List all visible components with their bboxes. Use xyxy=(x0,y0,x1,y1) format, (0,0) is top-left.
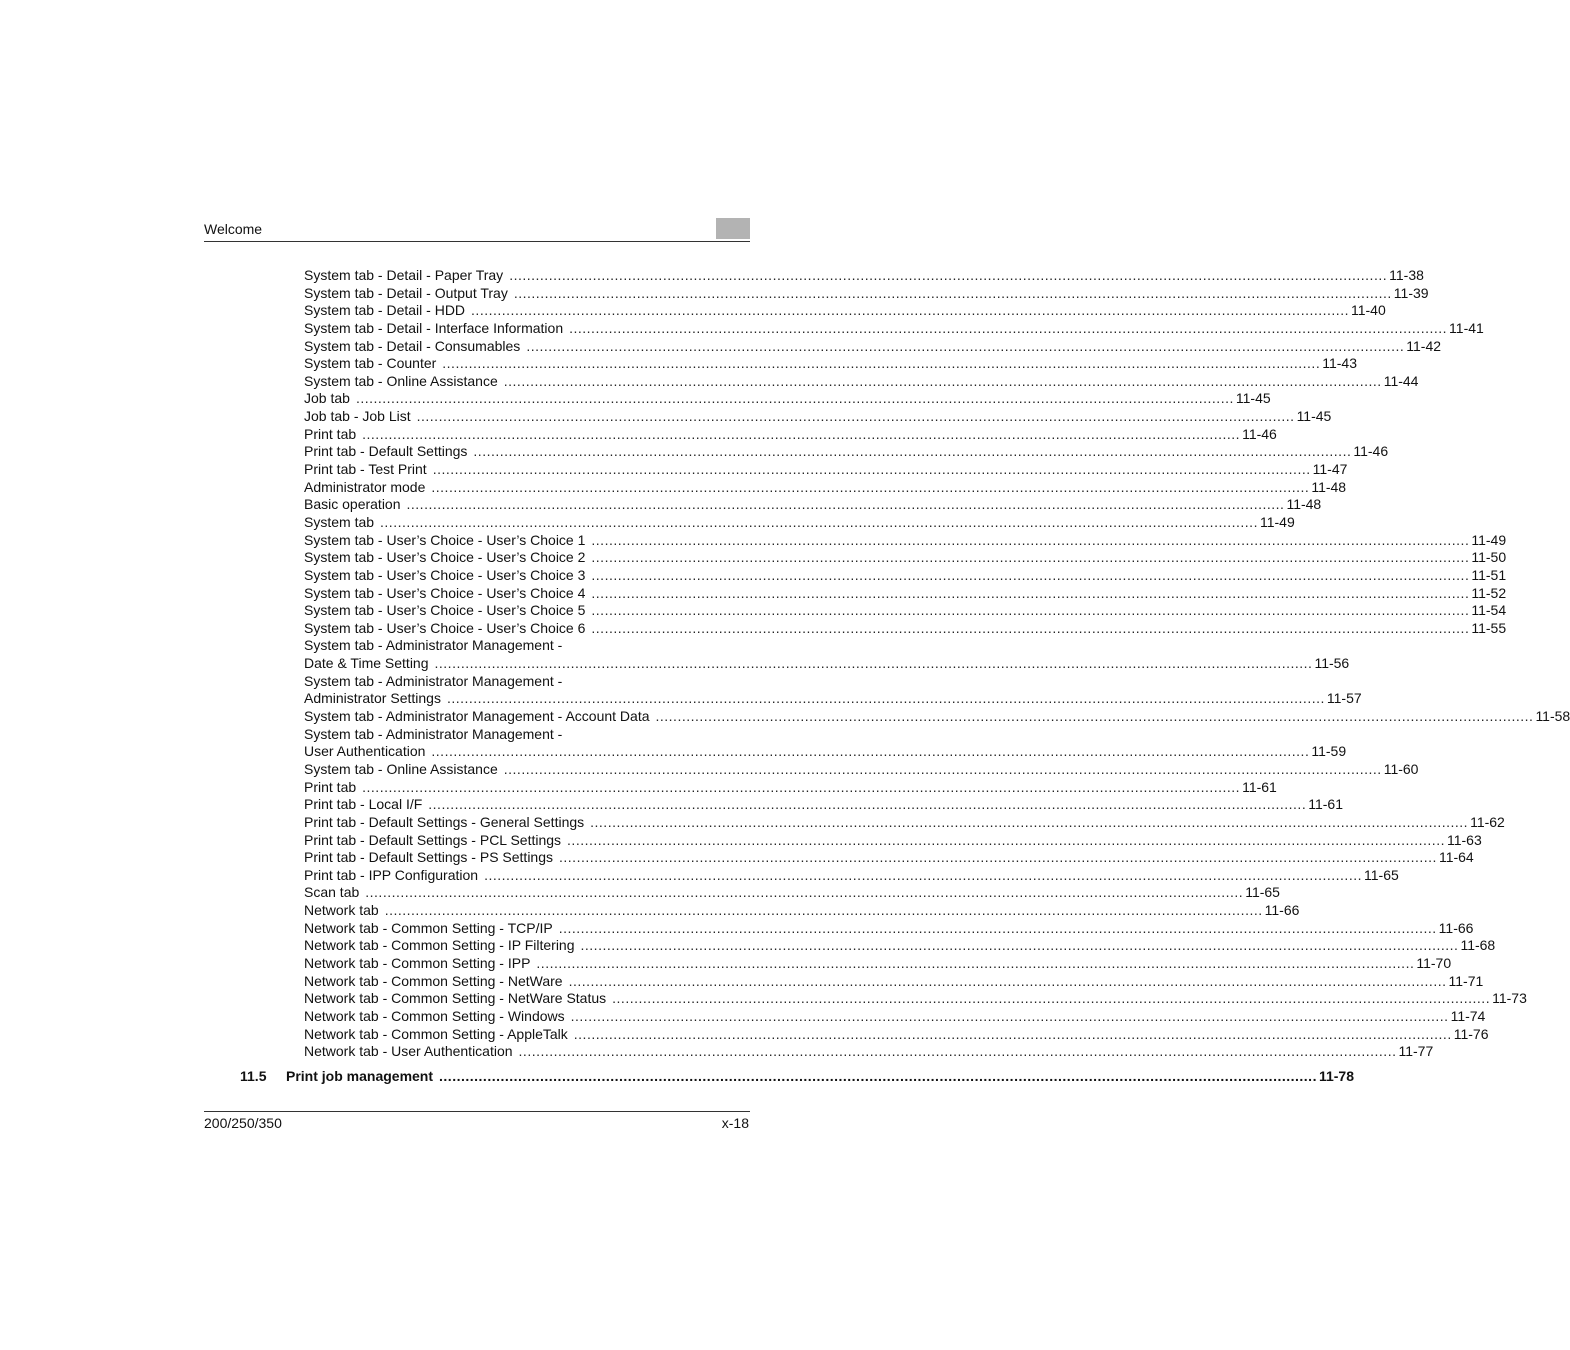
toc-entry-page-number: 11-49 xyxy=(1471,531,1507,548)
toc-entry[interactable] xyxy=(304,972,1484,990)
toc-entry[interactable] xyxy=(304,1042,1434,1060)
toc-entry-page-number: 11-45 xyxy=(1235,390,1271,407)
toc-entry-label: System tab - Administrator Management - xyxy=(304,672,563,689)
toc-entry-page-number: 11-57 xyxy=(1326,690,1362,707)
toc-entry-label: System tab - Online Assistance xyxy=(304,372,498,389)
dot-leader: ........................................................................................................................................................................................................ xyxy=(428,796,1307,813)
toc-entry-page-number: 11-43 xyxy=(1322,355,1357,372)
toc-entry-label: Network tab - Common Setting - NetWare xyxy=(304,972,563,989)
toc-entry[interactable] xyxy=(304,760,1419,778)
toc-entry[interactable] xyxy=(304,372,1419,390)
toc-entry-label: System tab - Detail - HDD xyxy=(304,302,466,319)
footer-divider xyxy=(204,1111,750,1112)
toc-entry[interactable] xyxy=(304,866,1399,884)
toc-entry[interactable] xyxy=(304,919,1474,937)
toc-entry-label: User Authentication xyxy=(304,743,426,760)
toc-entry[interactable] xyxy=(304,425,1277,443)
toc-entry[interactable] xyxy=(304,354,1357,372)
toc-entry[interactable] xyxy=(304,337,1442,355)
dot-leader: ........................................................................................................................................................................................................ xyxy=(431,478,1310,495)
toc-entry-page-number: 11-66 xyxy=(1438,919,1474,936)
dot-leader: ........................................................................................................................................................................................................ xyxy=(473,443,1352,460)
dot-leader: ........................................................................................................................................................................................................ xyxy=(431,743,1310,760)
dot-leader: ........................................................................................................................................................................................................ xyxy=(362,425,1241,442)
dot-leader: ........................................................................................................................................................................................................ xyxy=(559,849,1437,866)
toc-entry[interactable] xyxy=(304,742,1347,760)
toc-entry-page-number: 11-52 xyxy=(1471,584,1507,601)
dot-leader: ........................................................................................................................................................................................................ xyxy=(612,990,1491,1007)
table-of-contents xyxy=(304,266,1570,1060)
dot-leader: ........................................................................................................................................................................................................ xyxy=(518,1043,1397,1060)
toc-entry[interactable] xyxy=(304,442,1389,460)
dot-leader: ........................................................................................................................................................................................................ xyxy=(591,531,1470,548)
toc-entry-page-number: 11-61 xyxy=(1308,796,1343,813)
toc-entry-page-number: 11-73 xyxy=(1492,990,1527,1007)
toc-entry-label: Basic operation xyxy=(304,496,401,513)
dot-leader: ........................................................................................................................................................................................................ xyxy=(570,1007,1449,1024)
toc-entry-label: System tab - Administrator Management - xyxy=(304,637,563,654)
toc-entry-page-number: 11-50 xyxy=(1471,549,1507,566)
dot-leader: ........................................................................................................................................................................................................ xyxy=(503,760,1382,777)
dot-leader: ........................................................................................................................................................................................................ xyxy=(406,496,1285,513)
toc-entry-label: System tab - Counter xyxy=(304,355,437,372)
toc-entry[interactable] xyxy=(304,954,1452,972)
toc-entry[interactable] xyxy=(304,778,1277,796)
toc-entry-label: Print tab - Default Settings - PCL Settings xyxy=(304,831,562,848)
dot-leader: ........................................................................................................................................................................................................ xyxy=(573,1025,1452,1042)
toc-entry-label: Print tab xyxy=(304,778,357,795)
dot-leader: ........................................................................................................................................................................................................ xyxy=(380,513,1258,530)
toc-entry[interactable] xyxy=(304,407,1332,425)
toc-entry[interactable] xyxy=(304,813,1505,831)
toc-entry-label: Administrator Settings xyxy=(304,690,441,707)
section-label: Print job management xyxy=(286,1068,434,1084)
toc-entry-page-number: 11-77 xyxy=(1398,1043,1434,1060)
toc-entry[interactable] xyxy=(304,601,1507,619)
toc-entry-label: System tab - User’s Choice - User’s Choice 4 xyxy=(304,584,586,601)
toc-entry[interactable] xyxy=(304,989,1527,1007)
toc-entry-label: System tab - User’s Choice - User’s Choice 5 xyxy=(304,602,586,619)
toc-entry[interactable] xyxy=(304,531,1507,549)
toc-entry-page-number: 11-46 xyxy=(1353,443,1389,460)
toc-entry-label: Print tab - Test Print xyxy=(304,461,427,478)
toc-entry-label: Print tab - Default Settings xyxy=(304,443,468,460)
dot-leader: ........................................................................................................................................................................................................ xyxy=(446,690,1325,707)
toc-entry[interactable] xyxy=(304,548,1507,566)
toc-entry-page-number: 11-45 xyxy=(1296,408,1332,425)
toc-entry[interactable] xyxy=(304,936,1496,954)
toc-entry-label: System tab xyxy=(304,513,375,530)
toc-entry[interactable] xyxy=(304,619,1507,637)
toc-entry-label: Scan tab xyxy=(304,884,360,901)
toc-entry-page-number: 11-48 xyxy=(1286,496,1322,513)
dot-leader: ........................................................................................................................................................................................................ xyxy=(568,972,1447,989)
toc-entry-page-number: 11-40 xyxy=(1350,302,1386,319)
toc-entry-page-number: 11-47 xyxy=(1312,461,1348,478)
dot-leader: ........................................................................................................................................................................................................ xyxy=(471,302,1349,319)
dot-leader: ........................................................................................................................................................................................................ xyxy=(591,602,1470,619)
toc-entry-label: Administrator mode xyxy=(304,478,426,495)
dot-leader: ........................................................................................................................................................................................................ xyxy=(509,267,1388,283)
dot-leader: ........................................................................................................................................................................................................ xyxy=(580,937,1459,954)
toc-entry[interactable] xyxy=(304,636,749,654)
toc-entry-label: System tab - Detail - Interface Information xyxy=(304,319,564,336)
toc-entry[interactable] xyxy=(304,478,1347,496)
toc-entry-label: Print tab - Default Settings - General Settings xyxy=(304,813,585,830)
dot-leader: ........................................................................................................................................................................................................ xyxy=(590,813,1469,830)
dot-leader: ........................................................................................................................................................................................................ xyxy=(439,1068,1317,1084)
dot-leader: ........................................................................................................................................................................................................ xyxy=(365,884,1244,901)
toc-entry[interactable] xyxy=(304,495,1322,513)
toc-entry-label: System tab - Administrator Management - Account Data xyxy=(304,708,650,725)
toc-entry[interactable] xyxy=(304,654,1350,672)
toc-entry[interactable] xyxy=(304,848,1474,866)
footer-page-number: x-18 xyxy=(721,1115,749,1131)
toc-entry[interactable] xyxy=(304,883,1280,901)
dot-leader: ........................................................................................................................................................................................................ xyxy=(442,355,1321,372)
toc-entry-label: Network tab - Common Setting - Windows xyxy=(304,1007,565,1024)
dot-leader: ........................................................................................................................................................................................................ xyxy=(536,954,1415,971)
running-header-title: Welcome xyxy=(204,221,263,237)
toc-entry[interactable] xyxy=(304,301,1386,319)
dot-leader: ........................................................................................................................................................................................................ xyxy=(655,708,1534,725)
toc-entry[interactable] xyxy=(304,1025,1489,1043)
toc-entry-label: Job tab - Job List xyxy=(304,408,411,425)
toc-entry-label: Print tab - IPP Configuration xyxy=(304,866,479,883)
toc-entry-page-number: 11-64 xyxy=(1438,849,1474,866)
toc-entry-label: System tab - Online Assistance xyxy=(304,760,498,777)
toc-entry-label: Network tab - Common Setting - AppleTalk xyxy=(304,1025,568,1042)
toc-entry[interactable] xyxy=(304,319,1484,337)
toc-entry-page-number: 11-60 xyxy=(1383,760,1419,777)
toc-entry[interactable] xyxy=(304,389,1271,407)
section-page-number: 11-78 xyxy=(1318,1068,1355,1084)
dot-leader: ........................................................................................................................................................................................................ xyxy=(503,372,1382,389)
dot-leader: ........................................................................................................................................................................................................ xyxy=(526,337,1405,354)
dot-leader: ........................................................................................................................................................................................................ xyxy=(591,566,1470,583)
toc-entry[interactable] xyxy=(304,460,1348,478)
toc-section-entry[interactable] xyxy=(240,1067,1355,1085)
toc-entry-page-number: 11-68 xyxy=(1460,937,1496,954)
toc-entry-page-number: 11-42 xyxy=(1406,337,1442,354)
toc-entry-label: Job tab xyxy=(304,390,350,407)
toc-entry-page-number: 11-38 xyxy=(1389,267,1424,283)
dot-leader: ........................................................................................................................................................................................................ xyxy=(362,778,1241,795)
toc-entry-page-number: 11-65 xyxy=(1364,866,1399,883)
toc-entry-label: Print tab - Local I/F xyxy=(304,796,423,813)
toc-entry-page-number: 11-61 xyxy=(1242,778,1277,795)
dot-leader: ........................................................................................................................................................................................................ xyxy=(591,584,1470,601)
toc-entry-page-number: 11-56 xyxy=(1314,655,1350,672)
toc-entry-page-number: 11-70 xyxy=(1416,954,1452,971)
toc-entry-label: Print tab xyxy=(304,425,357,442)
dot-leader: ........................................................................................................................................................................................................ xyxy=(484,866,1362,883)
toc-entry[interactable] xyxy=(304,725,749,743)
toc-entry[interactable] xyxy=(304,566,1507,584)
toc-entry-page-number: 11-58 xyxy=(1535,708,1570,725)
toc-entry[interactable] xyxy=(304,831,1482,849)
toc-entry[interactable] xyxy=(304,672,749,690)
dot-leader: ........................................................................................................................................................................................................ xyxy=(569,319,1448,336)
toc-entry-label: System tab - Detail - Paper Tray xyxy=(304,267,504,283)
toc-entry-page-number: 11-51 xyxy=(1471,566,1507,583)
toc-entry[interactable] xyxy=(304,795,1343,813)
toc-entry-label: System tab - Detail - Output Tray xyxy=(304,284,508,301)
dot-leader: ........................................................................................................................................................................................................ xyxy=(384,902,1263,919)
toc-entry-label: System tab - User’s Choice - User’s Choice 6 xyxy=(304,619,586,636)
dot-leader: ........................................................................................................................................................................................................ xyxy=(591,549,1470,566)
toc-entry-label: System tab - Administrator Management - xyxy=(304,725,563,742)
toc-entry-label: Network tab xyxy=(304,902,379,919)
toc-entry-label: Print tab - Default Settings - PS Settings xyxy=(304,849,554,866)
toc-entry[interactable] xyxy=(304,707,1570,725)
toc-entry-page-number: 11-44 xyxy=(1383,372,1419,389)
dot-leader: ........................................................................................................................................................................................................ xyxy=(513,284,1392,301)
header-tab-marker xyxy=(716,218,750,239)
dot-leader: ........................................................................................................................................................................................................ xyxy=(558,919,1437,936)
toc-entry-page-number: 11-71 xyxy=(1448,972,1484,989)
toc-entry-label: Network tab - Common Setting - IP Filtering xyxy=(304,937,575,954)
toc-entry-page-number: 11-62 xyxy=(1470,813,1505,830)
dot-leader: ........................................................................................................................................................................................................ xyxy=(355,390,1234,407)
toc-entry[interactable] xyxy=(304,1007,1486,1025)
toc-entry[interactable] xyxy=(304,584,1507,602)
toc-entry[interactable] xyxy=(304,689,1362,707)
toc-entry-page-number: 11-41 xyxy=(1449,319,1484,336)
toc-entry-label: System tab - User’s Choice - User’s Choice 3 xyxy=(304,566,586,583)
toc-entry-page-number: 11-54 xyxy=(1471,602,1507,619)
toc-entry-label: System tab - Detail - Consumables xyxy=(304,337,521,354)
toc-entry-label: Network tab - User Authentication xyxy=(304,1043,513,1060)
toc-entry-label: System tab - User’s Choice - User’s Choice 1 xyxy=(304,531,586,548)
toc-entry-label: Network tab - Common Setting - TCP/IP xyxy=(304,919,553,936)
toc-entry-page-number: 11-39 xyxy=(1393,284,1429,301)
toc-entry-page-number: 11-49 xyxy=(1259,513,1295,530)
section-number: 11.5 xyxy=(240,1068,267,1084)
toc-entry[interactable] xyxy=(304,901,1300,919)
dot-leader: ........................................................................................................................................................................................................ xyxy=(434,655,1313,672)
toc-entry[interactable] xyxy=(304,284,1429,302)
toc-entry-page-number: 11-55 xyxy=(1471,619,1507,636)
dot-leader: ........................................................................................................................................................................................................ xyxy=(416,408,1295,425)
toc-entry[interactable] xyxy=(304,266,1424,284)
toc-entry-label: Network tab - Common Setting - IPP xyxy=(304,954,531,971)
toc-entry-label: System tab - User’s Choice - User’s Choice 2 xyxy=(304,549,586,566)
toc-entry-label: Date & Time Setting xyxy=(304,655,429,672)
dot-leader: ........................................................................................................................................................................................................ xyxy=(567,831,1445,848)
toc-entry-page-number: 11-63 xyxy=(1446,831,1482,848)
toc-entry-page-number: 11-74 xyxy=(1450,1007,1486,1024)
dot-leader: ........................................................................................................................................................................................................ xyxy=(591,619,1470,636)
dot-leader: ........................................................................................................................................................................................................ xyxy=(432,461,1311,478)
toc-entry-page-number: 11-48 xyxy=(1311,478,1347,495)
toc-entry-page-number: 11-59 xyxy=(1311,743,1347,760)
toc-entry-page-number: 11-66 xyxy=(1264,902,1300,919)
toc-entry[interactable] xyxy=(304,513,1295,531)
toc-entry-page-number: 11-65 xyxy=(1245,884,1280,901)
toc-entry-label: Network tab - Common Setting - NetWare Status xyxy=(304,990,607,1007)
toc-entry-page-number: 11-76 xyxy=(1453,1025,1489,1042)
header-divider xyxy=(204,241,750,242)
footer-model-numbers: 200/250/350 xyxy=(204,1115,282,1131)
toc-entry-page-number: 11-46 xyxy=(1242,425,1277,442)
